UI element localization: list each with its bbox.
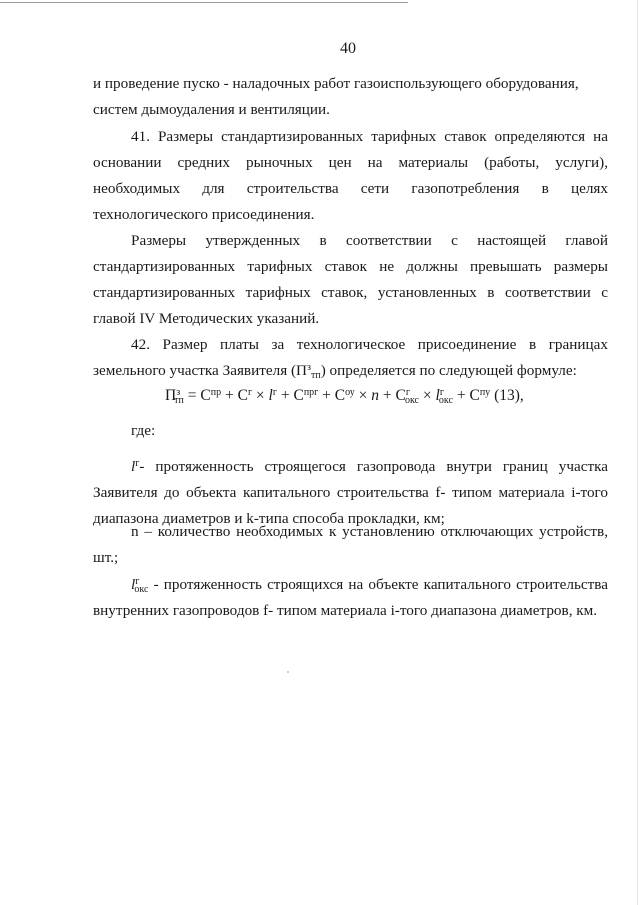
inline-symbol-p-tp: $П^з_{тп}$ (296, 362, 321, 381)
paragraph-42-text-start: 42. Размер платы за технологическое присоединение в границах земельного участка Заявителя ( (93, 336, 608, 379)
page-number: 40 (340, 40, 356, 57)
where-label: где: (131, 422, 156, 439)
paragraph-continuation: и проведение пуско - наладочных работ газоиспользующего оборудования, систем дымоудаления и вентиляции. (93, 75, 579, 118)
paragraph-standard-rates: Размеры утвержденных в соответствии с настоящей главой стандартизированных тарифных ставок не должны превышать размеры стандартизированных тарифных ставок, установленных в соответствии с главой IV Методических указаний. (93, 232, 608, 327)
paragraph-42-text-end: ) определяется по следующей формуле: (320, 362, 577, 379)
formula-13: $П^з_{тп} = С^{пр} + С^г \times l^г + С^{прг} + С^{оу} \times n + С^г_{окс} \times l^г_{окс} + С^{пу}$ (13), (165, 387, 524, 406)
definition-l: $l^г-$ протяженность строящегося газопровода внутри границ участка Заявителя до объекта капитального строительства f- типом материала i-того диапазона диаметров и k-типа способа прокладки, км; (93, 458, 608, 527)
definition-n: n – количество необходимых к установлению отключающих устройств, шт.; (93, 523, 608, 566)
symbol-l-okc: l (131, 576, 136, 593)
paragraph-41: 41. Размеры стандартизированных тарифных ставок определяются на основании средних рыночных цен на материалы (работы, услуги), необходимых для строительства сети газопотребления в целях технологического присоединения. (93, 128, 608, 223)
scan-edge-line-right (637, 0, 638, 905)
scan-speck (287, 671, 289, 673)
symbol-l: l (131, 458, 136, 475)
scan-edge-line (0, 2, 408, 3)
definition-l-okc: $l^г_{окс}$ - протяженность строящихся на объекте капитального строительства внутренних газопроводов f- типом материала i-того диапазона диаметров, км. (93, 576, 608, 619)
paragraph-42 (93, 332, 608, 384)
